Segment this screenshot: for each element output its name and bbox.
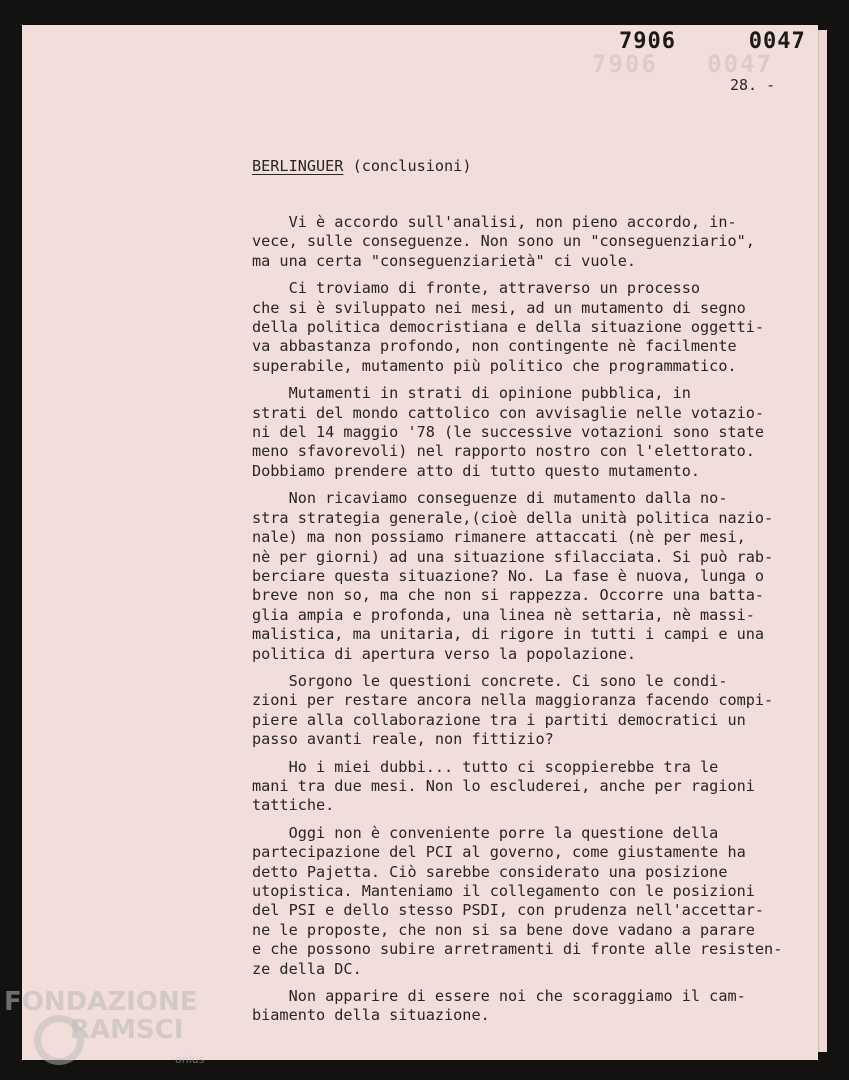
speaker-name: BERLINGUER: [252, 157, 344, 175]
text-line: e che possono subire arretramenti di fronte alle resisten-: [252, 940, 783, 959]
text-line: va abbastanza profondo, non contingente nè facilmente: [252, 337, 737, 356]
text-line: vece, sulle conseguenze. Non sono un "conseguenziario",: [252, 232, 755, 251]
text-line: berciare questa situazione? No. La fase è nuova, lunga o: [252, 566, 765, 585]
text-line: Ci troviamo di fronte, attraverso un processo: [252, 279, 701, 298]
section-heading: [252, 157, 471, 176]
text-line: Vi è accordo sull'analisi, non pieno accordo, in-: [252, 213, 737, 231]
text-line: Dobbiamo prendere atto di tutto questo mutamento.: [252, 461, 701, 480]
text-line: utopistica. Manteniamo il collegamento con le posizioni: [252, 882, 755, 900]
text-line: della politica democristiana e della situazione oggetti-: [252, 318, 765, 337]
text-line: mani tra due mesi. Non lo escluderei, anche per ragioni: [252, 776, 755, 795]
text-line: breve non so, ma che non si rappezza. Occorre una batta-: [252, 586, 765, 605]
text-line: Sorgono le questioni concrete. Ci sono le condi-: [252, 671, 728, 690]
paragraph: [252, 672, 812, 750]
text-line: Mutamenti in strati di opinione pubblica, in: [252, 384, 691, 403]
text-line: biamento della situazione.: [252, 1006, 490, 1025]
page-number: 28. -: [730, 76, 776, 94]
text-line: Non ricaviamo conseguenze di mutamento dalla no-: [252, 489, 728, 508]
paragraph: [252, 384, 812, 481]
fondazione-gramsci-watermark: [0, 985, 230, 1080]
text-line: ma una certa "conseguenziarietà" ci vuole.: [252, 251, 637, 270]
text-line: piere alla collaborazione tra i partiti democratici un: [252, 710, 746, 729]
text-line: Oggi non è conveniente porre la questione della: [252, 823, 719, 842]
body-text: [252, 213, 812, 1034]
watermark-subtitle: RAMSCI: [70, 1015, 184, 1045]
text-line: ze della DC.: [252, 959, 362, 978]
text-line: passo avanti reale, non fittizio?: [252, 730, 554, 749]
paragraph: [252, 213, 812, 271]
text-line: strati del mondo cattolico con avvisaglie nelle votazio-: [252, 403, 765, 422]
paragraph: [252, 824, 812, 979]
text-line: del PSI e dello stesso PSDI, con prudenza nell'accettar-: [252, 901, 765, 920]
paragraph: [252, 489, 812, 664]
bleed-through-number: 7906 0047: [592, 50, 773, 78]
archive-number: 7906 0047: [619, 29, 806, 54]
text-line: glia ampia e profonda, una linea nè settaria, nè massi-: [252, 605, 755, 624]
text-line: nale) ma non possiamo rimanere attaccati (nè per mesi,: [252, 528, 746, 547]
text-line: meno sfavorevoli) nel rapporto nostro con l'elettorato.: [252, 442, 755, 461]
paragraph: [252, 987, 812, 1026]
text-line: che si è sviluppato nei mesi, ad un mutamento di segno: [252, 298, 746, 317]
text-line: politica di apertura verso la popolazione.: [252, 644, 637, 663]
paragraph: [252, 279, 812, 376]
heading-suffix: (conclusioni): [352, 157, 472, 175]
watermark-title: FONDAZIONE: [4, 987, 198, 1017]
text-line: malistica, ma unitaria, di rigore in tutti i campi e una: [252, 625, 765, 644]
text-line: ni del 14 maggio '78 (le successive votazioni sono state: [252, 423, 765, 442]
text-line: tattiche.: [252, 796, 335, 815]
text-line: partecipazione del PCI al governo, come giustamente ha: [252, 843, 746, 862]
document-page: [22, 25, 818, 1060]
text-line: Non apparire di essere noi che scoraggiamo il cam-: [252, 987, 746, 1006]
text-line: superabile, mutamento più politico che programmatico.: [252, 356, 737, 375]
text-line: Ho i miei dubbi... tutto ci scoppierebbe tra le: [252, 757, 719, 776]
text-line: ne le proposte, che non si sa bene dove vadano a parare: [252, 920, 755, 939]
text-line: zioni per restare ancora nella maggioranza facendo compi-: [252, 691, 774, 710]
text-line: stra strategia generale,(cioè della unità politica nazio-: [252, 508, 774, 527]
text-line: detto Pajetta. Ciò sarebbe considerato una posizione: [252, 862, 728, 881]
text-line: nè per giorni) ad una situazione sfilacciata. Si può rab-: [252, 547, 774, 566]
paragraph: [252, 758, 812, 816]
watermark-onlus: onlus: [175, 1053, 205, 1066]
